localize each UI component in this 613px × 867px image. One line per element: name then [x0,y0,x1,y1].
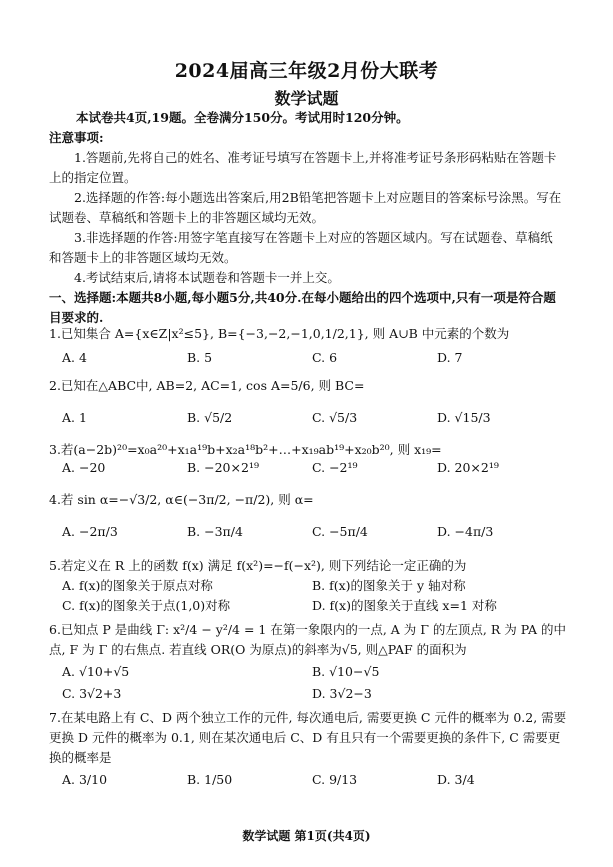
exam-title: 2024届高三年级2月份大联考 [174,60,439,82]
option: D. 3/4 [437,772,475,787]
question-stem: 5.若定义在 R 上的函数 f(x) 满足 f(x²)=−f(−x²), 则下列结论一定正确的为 [49,558,467,573]
option: C. 9/13 [312,772,358,787]
question-options [62,596,562,618]
question-options [62,350,562,372]
question-options [62,772,562,794]
option: A. 1 [62,410,87,425]
option: C. −2¹⁹ [312,460,358,475]
page-footer: 数学试题 第1页(共4页) [242,829,371,843]
option: A. √10+√5 [62,664,130,679]
question-stem: 1.已知集合 A={x∈Z|x²≤5}, B={−3,−2,−1,0,1/2,1}, 则 A∪B 中元素的个数为 [49,326,510,341]
option: C. 6 [312,350,338,365]
option: D. √15/3 [437,410,491,425]
option: A. −20 [62,460,106,475]
notes-heading: 注意事项: [49,130,104,145]
option: C. f(x)的图象关于点(1,0)对称 [62,598,231,613]
question-stem: 2.已知在△ABC中, AB=2, AC=1, cos A=5/6, 则 BC= [49,378,365,393]
question-options [62,686,562,708]
option: B. −20×2¹⁹ [187,460,259,475]
section-heading: 一、选择题:本题共8小题,每小题5分,共40分.在每小题给出的四个选项中,只有一项是符合题目要求的. [49,290,556,325]
question-stem: 6.已知点 P 是曲线 Γ: x²/4 − y²/4 = 1 在第一象限内的一点, A 为 Γ 的左顶点, R 为 PA 的中点, F 为 Γ 的右焦点. 若直线 OR(O 为原点)的斜率为√5, 则△PAF 的面积为 [49,622,566,657]
note-item: 3.非选择题的作答:用签字笔直接写在答题卡上对应的答题区域内。写在试题卷、草稿纸和答题卡上的非答题区域均无效。 [49,230,553,265]
note-item: 2.选择题的作答:每小题选出答案后,用2B铅笔把答题卡上对应题目的答案标号涂黑。写在试题卷、草稿纸和答题卡上的非答题区域均无效。 [49,190,562,225]
option: B. 1/50 [187,772,233,787]
question-options [62,524,562,546]
option: B. √10−√5 [312,664,380,679]
option: B. −3π/4 [187,524,243,539]
option: C. −5π/4 [312,524,368,539]
option: D. 7 [437,350,463,365]
question-options [62,410,562,432]
option: D. 20×2¹⁹ [437,460,499,475]
option: D. −4π/3 [437,524,494,539]
option: B. 5 [187,350,213,365]
question-stem: 4.若 sin α=−√3/2, α∈(−3π/2, −π/2), 则 α= [49,492,314,507]
option: A. −2π/3 [62,524,118,539]
exam-info: 本试卷共4页,19题。全卷满分150分。考试用时120分钟。 [76,110,409,125]
question-options [62,460,562,482]
option: A. f(x)的图象关于原点对称 [62,578,213,593]
note-item: 4.考试结束后,请将本试题卷和答题卡一并上交。 [74,270,340,285]
question-stem: 3.若(a−2b)²⁰=x₀a²⁰+x₁a¹⁹b+x₂a¹⁸b²+…+x₁₉ab¹⁹+x₂₀b²⁰, 则 x₁₉= [49,442,442,457]
option: A. 3/10 [62,772,108,787]
option: C. 3√2+3 [62,686,122,701]
exam-subject: 数学试题 [274,89,339,108]
note-item: 1.答题前,先将自己的姓名、准考证号填写在答题卡上,并将准考证号条形码粘贴在答题卡上的指定位置。 [49,150,557,185]
option: D. f(x)的图象关于直线 x=1 对称 [312,598,497,613]
question-options [62,664,562,686]
option: D. 3√2−3 [312,686,372,701]
option: C. √5/3 [312,410,358,425]
question-options [62,576,562,598]
option: B. √5/2 [187,410,233,425]
question-stem: 7.在某电路上有 C、D 两个独立工作的元件, 每次通电后, 需要更换 C 元件的概率为 0.2, 需要更换 D 元件的概率为 0.1, 则在某次通电后 C、D 有且只有一个需要更换的条件下, C 需要更换的概率是 [49,710,567,765]
option: B. f(x)的图象关于 y 轴对称 [312,578,466,593]
option: A. 4 [62,350,87,365]
